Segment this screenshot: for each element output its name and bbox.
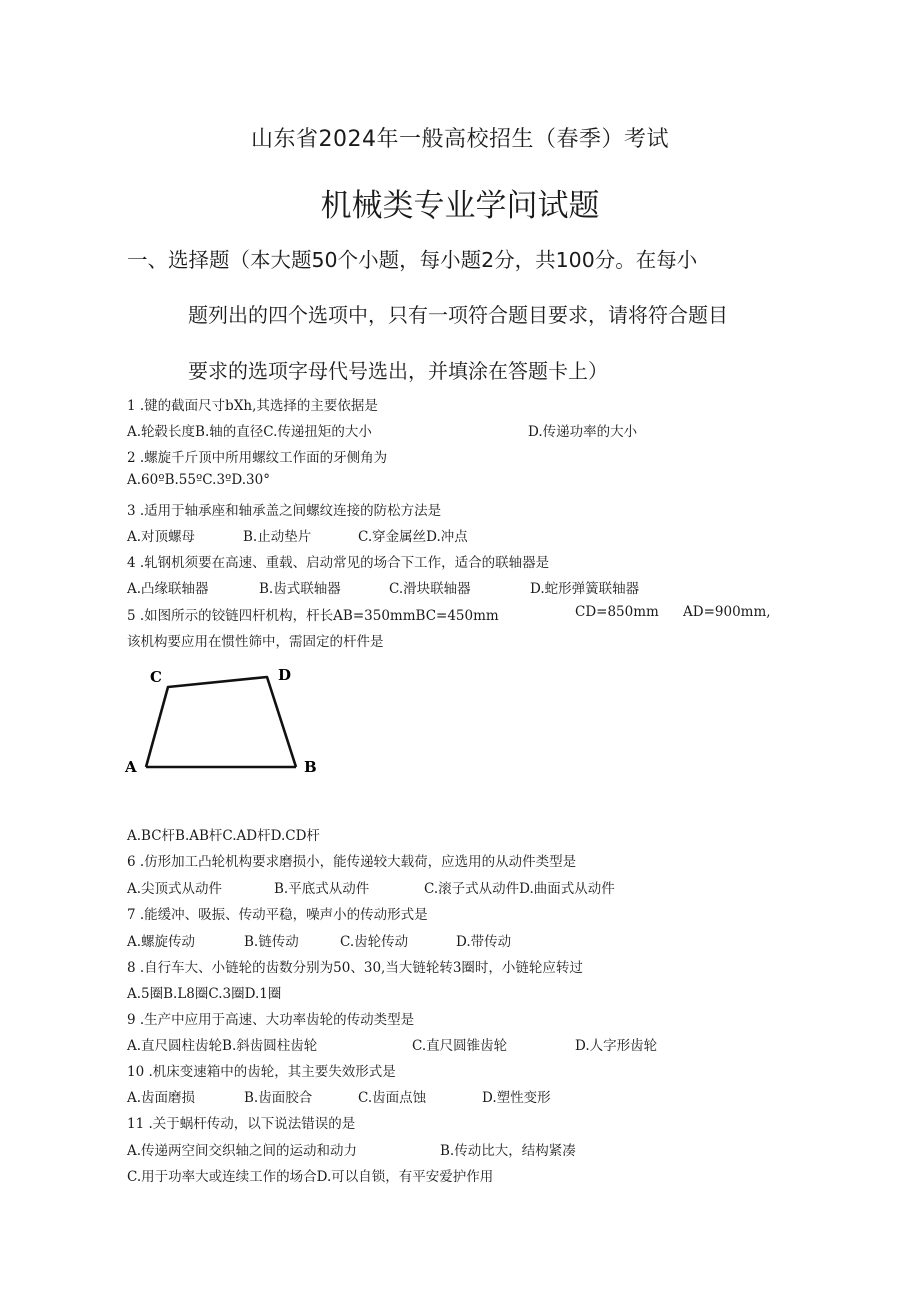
question-9: 9 .生产中应用于高速、大功率齿轮的传动类型是	[127, 1012, 415, 1028]
q10-option-a: A.齿面磨损	[127, 1090, 196, 1106]
question-2: 2 .螺旋千斤顶中所用螺纹工作面的牙侧角为	[127, 450, 388, 466]
q11-options-cd: C.用于功率大或连续工作的场合D.可以自锁，有平安爱护作用	[127, 1169, 494, 1185]
q6-option-b: B.平底式从动件	[274, 881, 370, 897]
q4-option-b: B.齿式联轴器	[259, 581, 341, 597]
section-instructions: 题列出的四个选项中，只有一项符合题目要求，请将符合题目	[188, 303, 728, 327]
q4-option-d: D.蛇形弹簧联轴器	[530, 581, 640, 597]
q11-option-a: A.传递两空间交织轴之间的运动和动力	[127, 1143, 358, 1159]
question-5-cont: 该机构要应用在惯性筛中，需固定的杆件是	[127, 634, 384, 650]
joint-label-b: B	[304, 758, 317, 776]
q5-options: A.BC杆B.AB杆C.AD杆D.CD杆	[127, 828, 320, 844]
q10-option-c: C.齿面点蚀	[358, 1090, 427, 1106]
section-heading: 一、选择题（本大题50个小题，每小题2分，共100分。在每小	[127, 248, 698, 272]
question-8: 8 .自行车大、小链轮的齿数分别为50、30,当大链轮转3圈时，小链轮应转过	[127, 960, 583, 976]
question-4: 4 .轧钢机须要在高速、重载、启动常见的场合下工作，适合的联轴器是	[127, 555, 550, 571]
q6-option-a: A.尖顶式从动件	[127, 881, 223, 897]
q7-option-d: D.带传动	[456, 934, 512, 950]
question-11: 11 .关于蜗杆传动，以下说法错误的是	[127, 1116, 356, 1132]
q9-option-d: D.人字形齿轮	[575, 1038, 658, 1054]
q9-options-ab: A.直尺圆柱齿轮B.斜齿圆柱齿轮	[127, 1038, 318, 1054]
q7-option-a: A.螺旋传动	[127, 934, 196, 950]
q7-option-b: B.链传动	[244, 934, 299, 950]
exam-subject-title: 机械类专业学问试题	[320, 188, 600, 224]
q1-options-abc: A.轮毂长度B.轴的直径C.传递扭矩的大小	[127, 424, 372, 440]
question-3: 3 .适用于轴承座和轴承盖之间螺纹连接的防松方法是	[127, 503, 442, 519]
question-5: 5 .如图所示的铰链四杆机构，杆长AB=350mmBC=450mm	[127, 608, 499, 624]
q9-option-c: C.直尺圆锥齿轮	[412, 1038, 508, 1054]
section-instructions-cont: 要求的选项字母代号选出，并填涂在答题卡上）	[188, 359, 608, 383]
joint-label-c: C	[150, 668, 162, 686]
q5-cd-length: CD=850mm	[575, 604, 659, 620]
q2-options: A.60ºB.55ºC.3ºD.30°	[127, 472, 270, 488]
q6-option-cd: C.滚子式从动件D.曲面式从动件	[424, 881, 615, 897]
q8-options: A.5圈B.L8圈C.3圈D.1圈	[127, 986, 282, 1002]
q1-option-d: D.传递功率的大小	[528, 424, 638, 440]
q3-option-cd: C.穿金属丝D.冲点	[358, 529, 468, 545]
q3-option-b: B.止动垫片	[243, 529, 312, 545]
q4-option-c: C.滑块联轴器	[389, 581, 471, 597]
question-1: 1 .键的截面尺寸bXh,其选择的主要依据是	[127, 398, 378, 414]
joint-label-d: D	[278, 666, 292, 684]
four-bar-linkage-figure	[120, 660, 330, 780]
q4-option-a: A.凸缘联轴器	[127, 581, 209, 597]
q3-option-a: A.对顶螺母	[127, 529, 196, 545]
linkage-bars	[146, 677, 296, 767]
exam-title: 山东省2024年一般高校招生（春季）考试	[251, 127, 669, 152]
q11-option-b: B.传动比大，结构紧凑	[440, 1143, 576, 1159]
q10-option-d: D.塑性变形	[482, 1090, 551, 1106]
question-6: 6 .仿形加工凸轮机构要求磨损小，能传递较大载荷，应选用的从动件类型是	[127, 854, 577, 870]
q5-ad-length: AD=900mm,	[683, 604, 771, 620]
q7-option-c: C.齿轮传动	[340, 934, 409, 950]
joint-label-a: A	[125, 758, 137, 776]
question-10: 10 .机床变速箱中的齿轮，其主要失效形式是	[127, 1064, 396, 1080]
question-7: 7 .能缓冲、吸振、传动平稳，噪声小的传动形式是	[127, 907, 428, 923]
q10-option-b: B.齿面胶合	[244, 1090, 313, 1106]
